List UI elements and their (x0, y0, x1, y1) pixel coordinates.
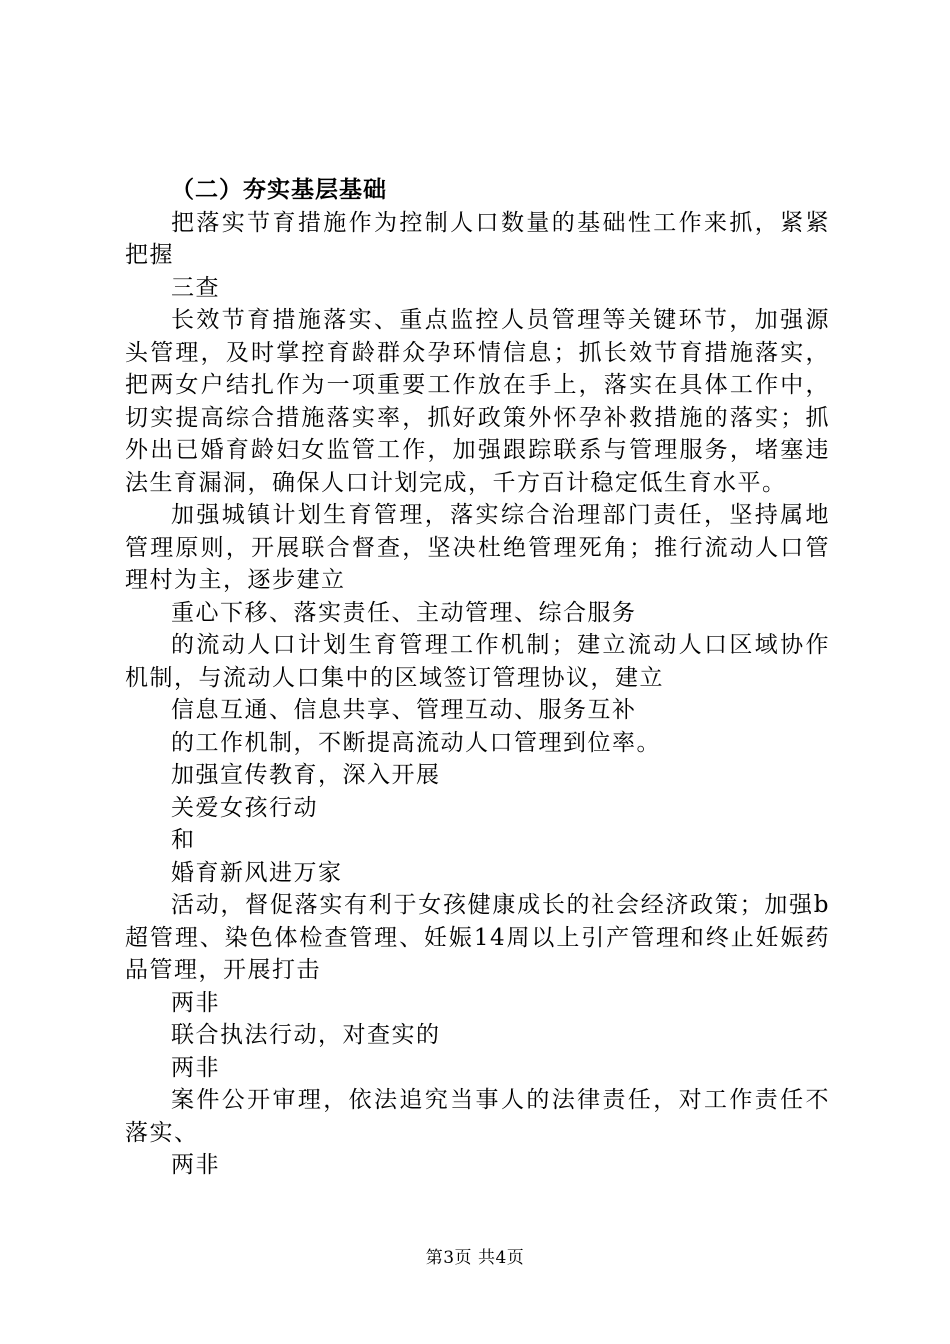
paragraph: 的流动人口计划生育管理工作机制；建立流动人口区域协作机制，与流动人口集中的区域签订管理协议，建立 (125, 632, 830, 691)
paragraph: 关爱女孩行动 (171, 794, 318, 821)
paragraph: 重心下移、落实责任、主动管理、综合服务 (171, 599, 637, 626)
paragraph: 加强城镇计划生育管理，落实综合治理部门责任，坚持属地管理原则，开展联合督查，坚决杜绝管理死角；推行流动人口管理村为主，逐步建立 (125, 502, 830, 593)
section-heading: （二）夯实基层基础 (171, 177, 387, 203)
document-body (125, 174, 830, 1182)
paragraph: 婚育新风进万家 (171, 859, 343, 886)
page-number-footer: 第3页 共4页 (425, 1248, 525, 1268)
paragraph: 两非 (171, 989, 220, 1016)
paragraph: 案件公开审理，依法追究当事人的法律责任，对工作责任不落实、 (125, 1087, 830, 1146)
paragraph: 联合执法行动，对查实的 (171, 1022, 441, 1048)
paragraph: 的工作机制，不断提高流动人口管理到位率。 (171, 729, 661, 756)
paragraph: 把落实节育措施作为控制人口数量的基础性工作来抓，紧紧把握 (125, 209, 830, 268)
paragraph: 两非 (171, 1054, 220, 1081)
paragraph: 信息互通、信息共享、管理互动、服务互补 (171, 697, 637, 723)
paragraph: 三查 (171, 274, 220, 301)
paragraph: 加强宣传教育，深入开展 (171, 762, 441, 788)
paragraph: 两非 (171, 1152, 220, 1178)
paragraph: 长效节育措施落实、重点监控人员管理等关键环节，加强源头管理，及时掌控育龄群众孕环情信息；抓长效节育措施落实，把两女户结扎作为一项重要工作放在手上，落实在具体工作中，切实提高综合措施落实率，抓好政策外怀孕补救措施的落实；抓外出已婚育龄妇女监管工作，加强跟踪联系与管理服务，堵塞违法生育漏洞，确保人口计划完成，千方百计稳定低生育水平。 (125, 307, 830, 496)
paragraph: 和 (171, 827, 196, 853)
paragraph: 活动，督促落实有利于女孩健康成长的社会经济政策；加强b超管理、染色体检查管理、妊娠14周以上引产管理和终止妊娠药品管理，开展打击 (125, 892, 830, 983)
